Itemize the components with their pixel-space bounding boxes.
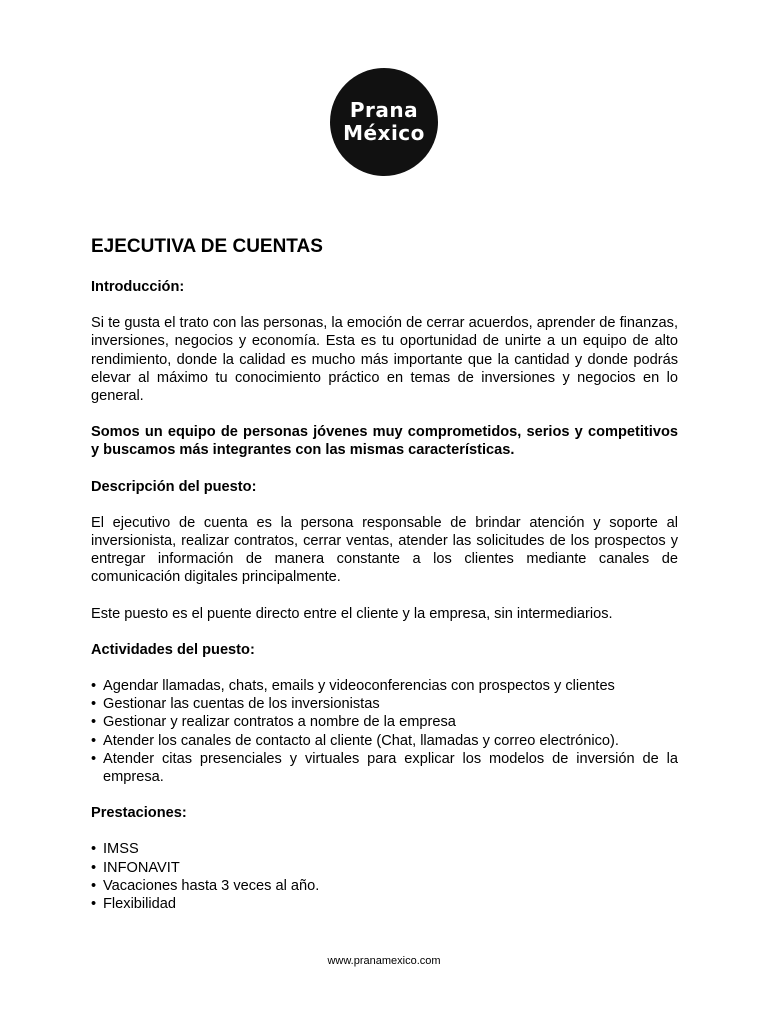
prana-mexico-logo (330, 68, 438, 176)
prestaciones-list (91, 840, 678, 913)
actividades-list (91, 677, 678, 786)
list-item: • Agendar llamadas, chats, emails y videoconferencias con prospectos y clientes (91, 677, 678, 695)
logo-text-line-2: México (343, 121, 425, 145)
list-item: • Atender los canales de contacto al cliente (Chat, llamadas y correo electrónico). (91, 732, 678, 750)
document-body (91, 236, 678, 931)
descripcion-heading: Descripción del puesto: (91, 478, 257, 495)
logo-text-line-1: Prana (349, 98, 419, 122)
prestaciones-heading: Prestaciones: (91, 805, 187, 822)
list-item: • Vacaciones hasta 3 veces al año. (91, 877, 678, 895)
list-item: • INFONAVIT (91, 859, 678, 877)
descripcion-paragraph: El ejecutivo de cuenta es la persona responsable de brindar atención y soporte al inversionista, realizar contratos, cerrar ventas, atender las solicitudes de los prospectos y entregar información de manera constante a los clientes mediante canales de comunicación digitales principalmente. (91, 514, 678, 586)
introduccion-paragraph: Si te gusta el trato con las personas, la emoción de cerrar acuerdos, aprender de finanzas, inversiones, negocios y economía. Esta es tu oportunidad de unirte a un equipo de alto rendimiento, donde la calidad es mucho más importante que la cantidad y donde podrás elevar al máximo tu conocimiento práctico en temas de inversiones y negocios en lo general. (91, 315, 678, 405)
list-item: • IMSS (91, 840, 678, 858)
introduccion-heading: Introducción: (91, 279, 185, 295)
list-item: • Gestionar las cuentas de los inversionistas (91, 695, 678, 713)
footer-website: www.pranamexico.com (327, 955, 441, 967)
list-item: • Gestionar y realizar contratos a nombre de la empresa (91, 713, 678, 731)
list-item: • Atender citas presenciales y virtuales para explicar los modelos de inversión de la empresa. (91, 750, 678, 786)
actividades-heading: Actividades del puesto: (91, 641, 255, 658)
page-title: EJECUTIVA DE CUENTAS (91, 236, 323, 257)
list-item: • Flexibilidad (91, 895, 678, 913)
puente-paragraph: Este puesto es el puente directo entre el cliente y la empresa, sin intermediarios. (91, 605, 613, 622)
team-statement-paragraph: Somos un equipo de personas jóvenes muy comprometidos, serios y competitivos y buscamos más integrantes con las mismas características. (91, 424, 678, 459)
